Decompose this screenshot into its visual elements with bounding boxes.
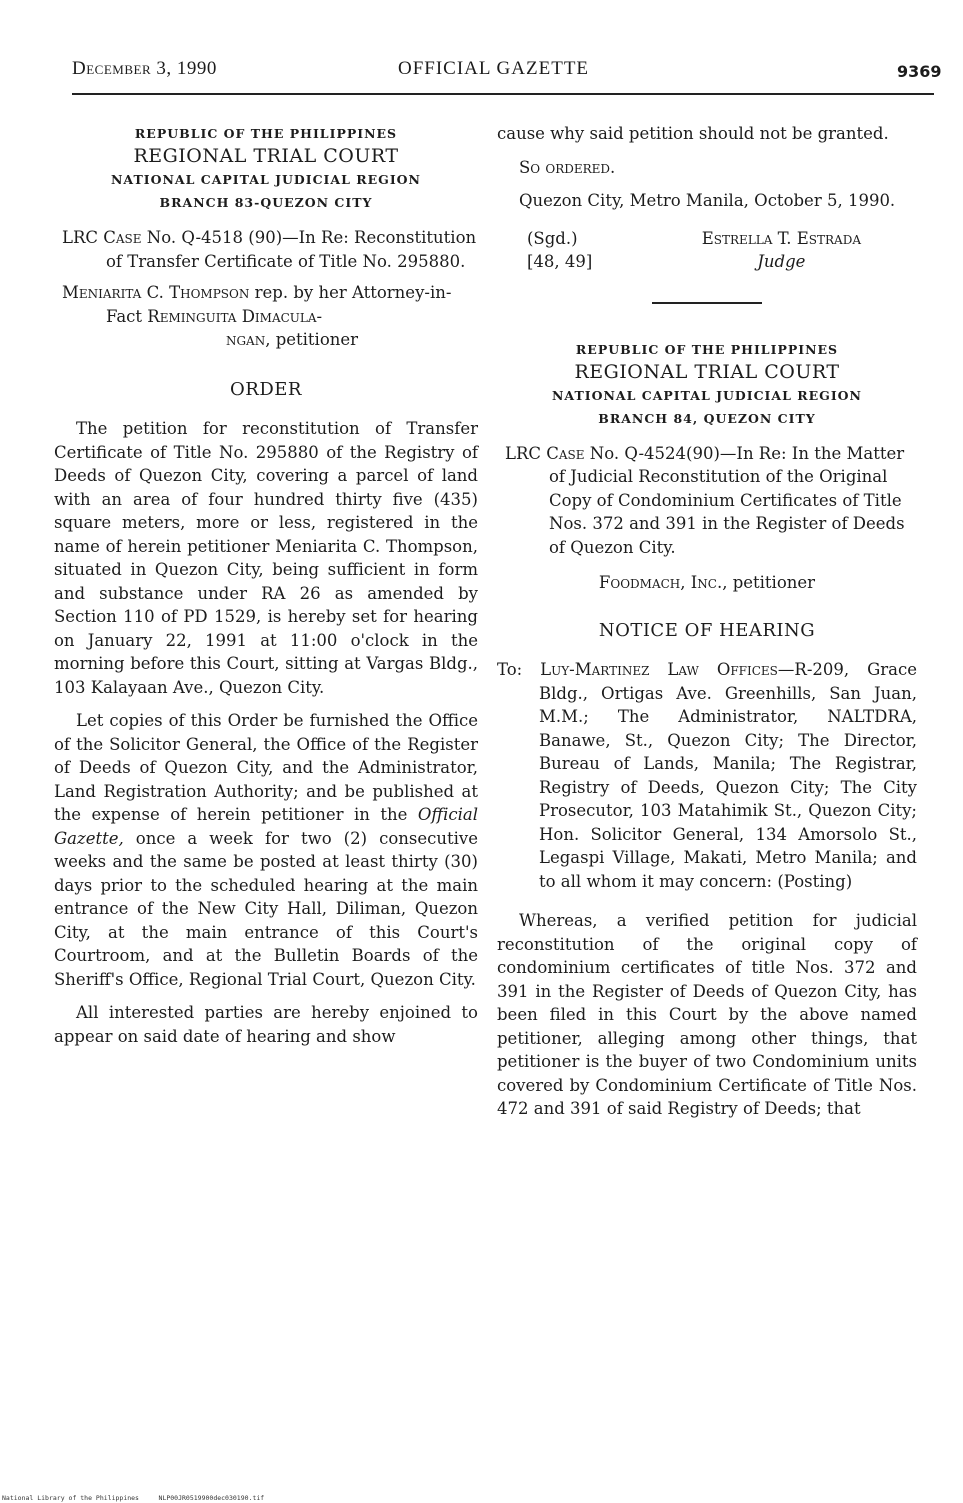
judge-name: Estrella T. Estrada (701, 228, 861, 248)
caption-court-2: REGIONAL TRIAL COURT (574, 360, 840, 383)
signature-block (497, 227, 917, 274)
right-column (497, 122, 917, 1131)
order-paragraph-2a: Let copies of this Order be furnished the Office of the Solicitor General, the Office of the Register of Deeds of Quezon City, and the Administrator, Land Registration Authority; and be published at the expense of herein petitioner in the (54, 711, 478, 824)
case-label-2: LRC Case (505, 443, 585, 463)
gazette-name: Official Gazette, (54, 805, 478, 848)
gazette-ref: [48, 49] (527, 252, 593, 271)
place-date: Quezon City, Metro Manila, October 5, 1990. (519, 191, 896, 210)
left-column (54, 122, 478, 1058)
to-firm: Luy-Martinez Law Offices (540, 660, 778, 679)
header-date: December 3, 1990 (72, 58, 217, 79)
order-paragraph-1: The petition for reconstitution of Transfer Certificate of Title No. 295880 of the Registry of Deeds of Quezon City, covering a parcel of land with an area of four hundred thirty five (435) square meters, more or less, registered in the name of herein petitioner Meniarita C. Thompson, situated in Quezon City, being sufficient in form and substance under RA 26 as amended by Section 110 of PD 1529, is hereby set for hearing on January 22, 1991 at 11:00 o'clock in the morning before this Court, sitting at Vargas Bldg., 103 Kalayaan Ave., Quezon City. (54, 419, 478, 697)
court-caption-branch-83 (54, 122, 478, 214)
party-name-2: Reminguita Dimacula- (147, 306, 323, 326)
to-label: To: (497, 660, 523, 679)
case-title-2 (497, 442, 917, 560)
sgd-mark: (Sgd.) (527, 228, 578, 248)
caption-republic: REPUBLIC OF THE PHILIPPINES (134, 126, 398, 141)
caption-region-2: NATIONAL CAPITAL JUDICIAL REGION (552, 387, 862, 403)
so-ordered: So ordered. (519, 157, 616, 177)
party-last-sc: ngan (225, 330, 266, 349)
party-rest-2: , petitioner (722, 573, 816, 592)
caption-republic-2: REPUBLIC OF THE PHILIPPINES (575, 341, 839, 357)
party-name: Meniarita C. Thompson (62, 283, 250, 302)
party-line-2 (497, 571, 917, 595)
order-paragraph-2 (54, 709, 478, 991)
caption-region: NATIONAL CAPITAL JUDICIAL REGION (111, 172, 421, 187)
order-paragraph-2b: once a week for two (2) consecutive weeks and the same be posted at least thirty (30) days prior to the scheduled hearing at the main entrance of the New City Hall, Diliman, Quezon City, at the main entrance of this Court's Courtroom, and at the Bulletin Boards of the Sheriff's Office, Regional Trial Court, Quezon City. (54, 828, 478, 989)
notice-heading: NOTICE OF HEARING (598, 619, 816, 641)
scan-footer: National Library of the Philippines NLP00JR0519900dec030190.tif (2, 1494, 265, 1502)
case-text: No. Q-4518 (90)—In Re: Reconstitution of Transfer Certificate of Title No. 295880. (106, 228, 477, 271)
page-number: 9369 (897, 62, 942, 81)
order-paragraph-3: All interested parties are hereby enjoined to appear on said date of hearing and show (54, 1003, 478, 1046)
notice-paragraph: Whereas, a verified petition for judicial reconstitution of the original copy of condominium certificates of title Nos. 372 and 391 in the Register of Deeds of Quezon City, has been filed in this Court by the above named petitioner, alleging among other things, that petitioner is the buyer of two Condominium units covered by Condominium Certificate of Title Nos. 472 and 391 of said Registry of Deeds; that (497, 911, 917, 1118)
caption-court: REGIONAL TRIAL COURT (133, 145, 399, 167)
order-heading: ORDER (230, 378, 302, 400)
party-name-foodmach: Foodmach, Inc. (598, 573, 723, 592)
court-caption-branch-84 (497, 338, 917, 430)
header-rule (72, 93, 934, 95)
case-text-2: No. Q-4524(90)—In Re: In the Matter of Judicial Reconstitution of the Original Copy of Condominium Certificates of Title Nos. 372 and 391 in the Register of Deeds of Quezon City. (549, 443, 905, 557)
caption-branch-2: BRANCH 84, QUEZON CITY (598, 410, 816, 426)
case-label: LRC Case (62, 228, 142, 247)
order-continuation: cause why said petition should not be granted. (497, 124, 889, 143)
to-text: —R-209, Grace Bldg., Ortigas Ave. Greenhills, San Juan, M.M.; The Administrator, NALTDRA, Banawe, St., Quezon City; The Director, Bureau of Lands, Manila; The Registrar, Registry of Deeds, Quezon City; The City Prosecutor, 103 Matahimik St., Quezon City; Hon. Solicitor General, 134 Amorsolo St., Legaspi Village, Makati, Metro Manila; and to all whom it may concern: (Posting) (539, 660, 917, 891)
party-line (54, 281, 478, 352)
section-separator (652, 302, 762, 304)
judge-title: Judge (757, 252, 806, 271)
notice-addressees (497, 658, 917, 893)
header-title: OFFICIAL GAZETTE (398, 58, 590, 79)
party-mid: rep. by her Attorney-in-Fact (106, 283, 452, 326)
party-last: , petitioner (265, 330, 359, 349)
caption-branch: BRANCH 83-QUEZON CITY (159, 195, 373, 210)
case-title (54, 226, 478, 273)
